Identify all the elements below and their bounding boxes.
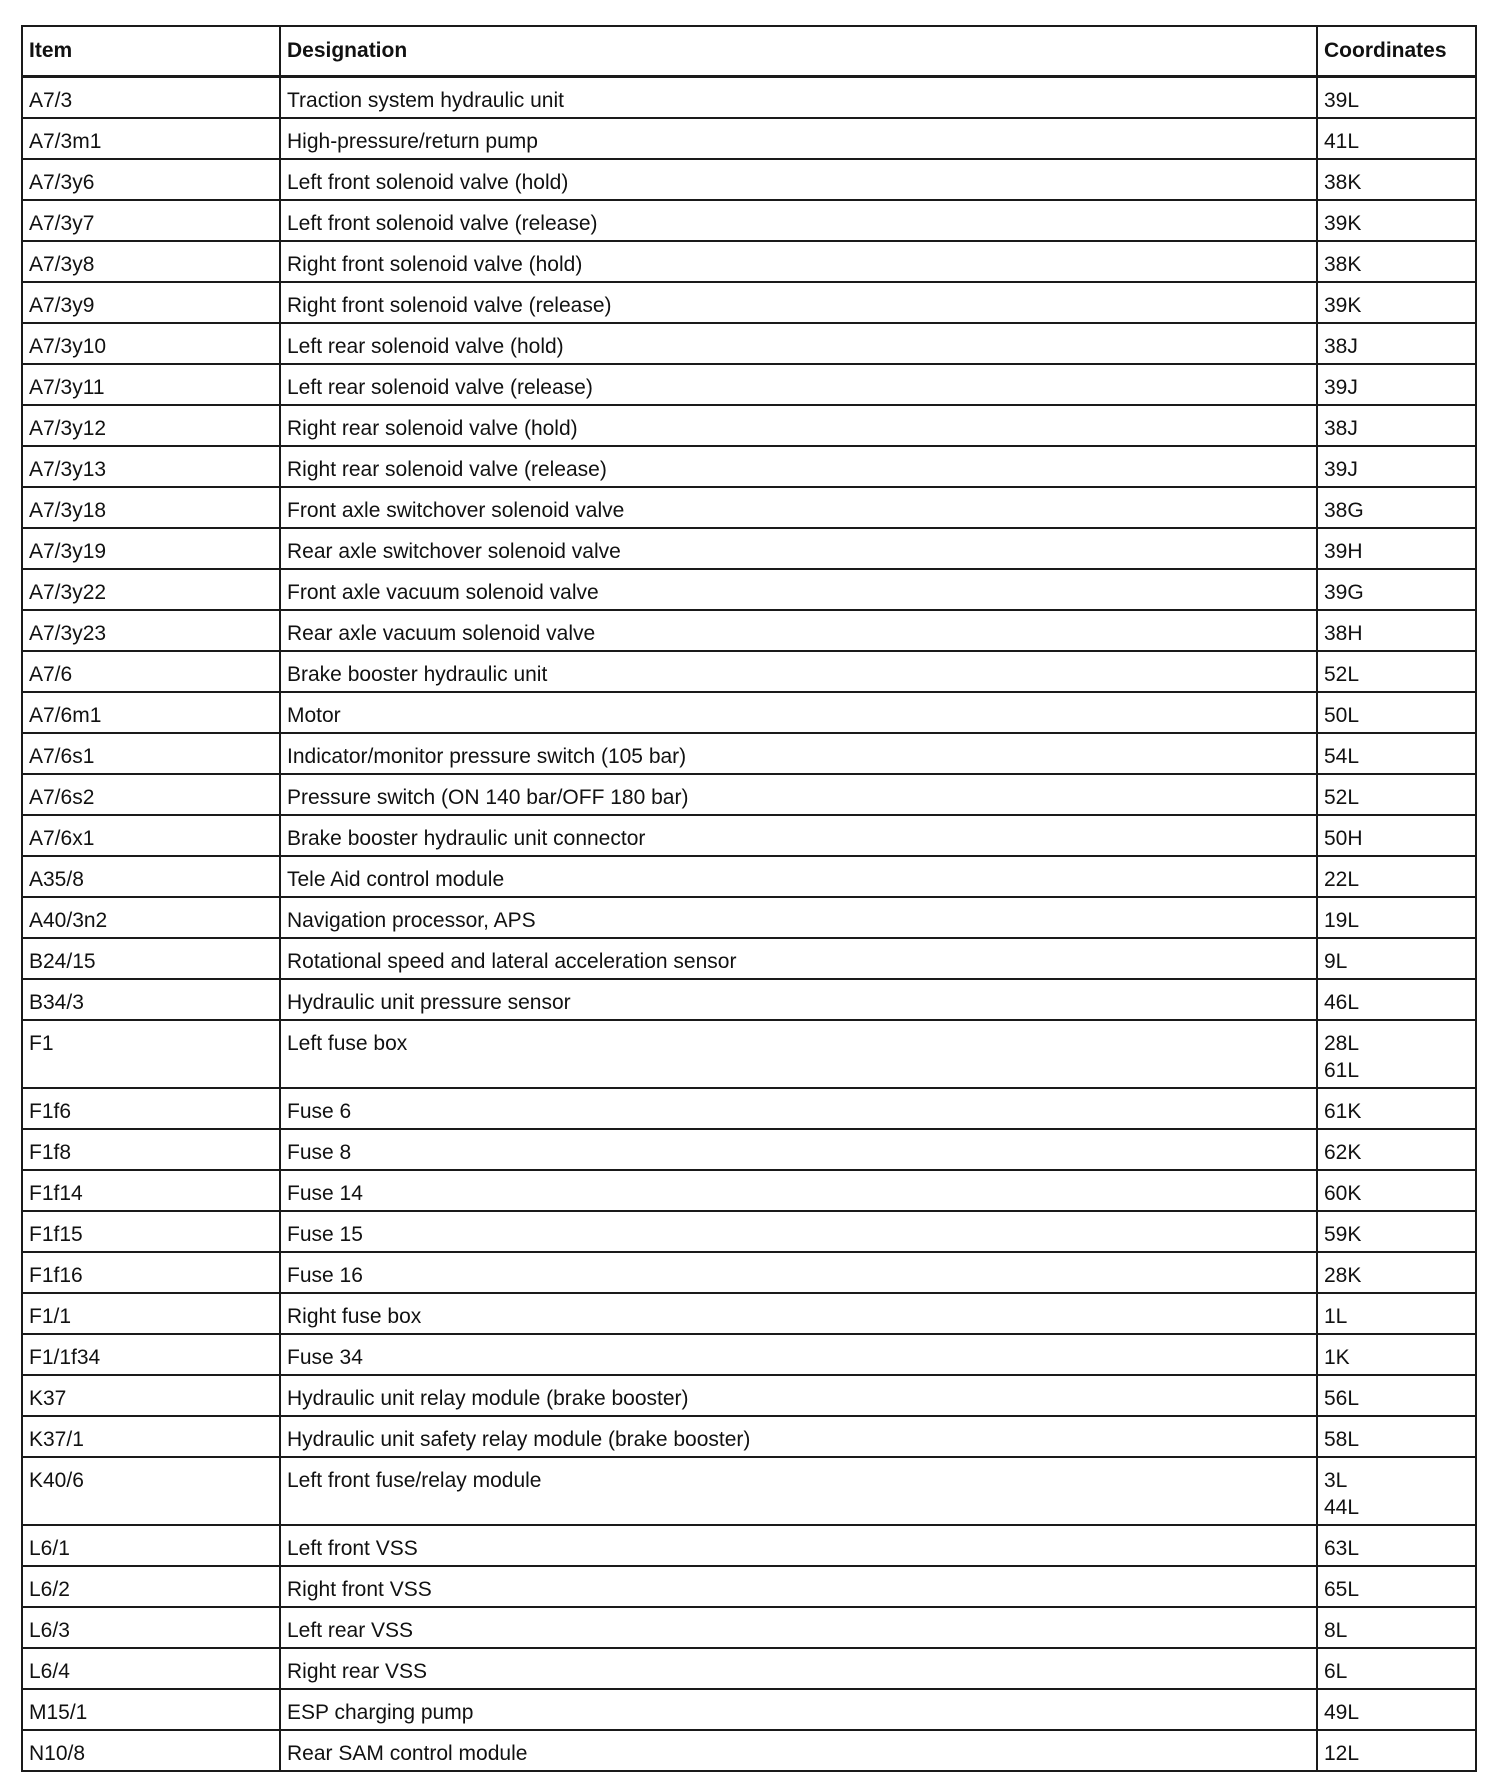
cell-coordinates <box>1317 1607 1476 1648</box>
cell-designation: Right front solenoid valve (hold) <box>280 241 1317 282</box>
coordinate-value: 50H <box>1324 827 1363 850</box>
cell-designation: Left rear solenoid valve (hold) <box>280 323 1317 364</box>
cell-designation: ESP charging pump <box>280 1689 1317 1730</box>
cell-designation: Brake booster hydraulic unit <box>280 651 1317 692</box>
coordinate-value: 52L <box>1324 663 1360 686</box>
cell-designation: Fuse 16 <box>280 1252 1317 1293</box>
cell-designation: Left front solenoid valve (release) <box>280 200 1317 241</box>
table-row <box>22 1170 1476 1211</box>
cell-coordinates <box>1317 938 1476 979</box>
table-row <box>22 1129 1476 1170</box>
table-row <box>22 1293 1476 1334</box>
cell-item: F1f6 <box>22 1088 280 1129</box>
cell-coordinates <box>1317 1457 1476 1525</box>
cell-coordinates <box>1317 856 1476 897</box>
table-row <box>22 487 1476 528</box>
cell-designation: Fuse 34 <box>280 1334 1317 1375</box>
cell-coordinates <box>1317 897 1476 938</box>
cell-coordinates <box>1317 323 1476 364</box>
cell-designation: Right front VSS <box>280 1566 1317 1607</box>
coordinate-value: 50L <box>1324 704 1360 727</box>
cell-designation: Hydraulic unit pressure sensor <box>280 979 1317 1020</box>
cell-item: F1 <box>22 1020 280 1088</box>
cell-item: F1f14 <box>22 1170 280 1211</box>
cell-item: L6/4 <box>22 1648 280 1689</box>
cell-designation: Pressure switch (ON 140 bar/OFF 180 bar) <box>280 774 1317 815</box>
cell-coordinates <box>1317 1334 1476 1375</box>
cell-designation: Front axle switchover solenoid valve <box>280 487 1317 528</box>
cell-designation: Right front solenoid valve (release) <box>280 282 1317 323</box>
header-row <box>22 26 1476 77</box>
cell-coordinates <box>1317 1375 1476 1416</box>
cell-designation: Front axle vacuum solenoid valve <box>280 569 1317 610</box>
coordinate-value: 39H <box>1324 540 1363 563</box>
coordinate-value: 41L <box>1324 130 1360 153</box>
table-row <box>22 159 1476 200</box>
cell-coordinates <box>1317 405 1476 446</box>
table-row <box>22 856 1476 897</box>
cell-item: A7/3 <box>22 77 280 119</box>
table-row <box>22 241 1476 282</box>
cell-coordinates <box>1317 610 1476 651</box>
cell-item: A7/6m1 <box>22 692 280 733</box>
table-row <box>22 1730 1476 1771</box>
coordinate-value: 54L <box>1324 745 1360 768</box>
table-row <box>22 1020 1476 1088</box>
coordinate-value: 38G <box>1324 499 1364 522</box>
cell-coordinates <box>1317 446 1476 487</box>
coordinate-value: 38K <box>1324 253 1362 276</box>
cell-coordinates <box>1317 241 1476 282</box>
cell-item: A7/3y7 <box>22 200 280 241</box>
cell-designation: Left front fuse/relay module <box>280 1457 1317 1525</box>
coordinate-value: 49L <box>1324 1701 1360 1724</box>
cell-item: F1f16 <box>22 1252 280 1293</box>
header-item: Item <box>22 26 280 77</box>
coordinate-value: 28L <box>1324 1032 1360 1055</box>
table-row <box>22 1566 1476 1607</box>
coordinate-value: 39J <box>1324 458 1358 481</box>
cell-coordinates <box>1317 77 1476 119</box>
cell-coordinates <box>1317 159 1476 200</box>
table-row <box>22 1607 1476 1648</box>
table-row <box>22 118 1476 159</box>
header-designation: Designation <box>280 26 1317 77</box>
table-row <box>22 323 1476 364</box>
cell-coordinates <box>1317 733 1476 774</box>
coordinate-value: 39K <box>1324 212 1362 235</box>
cell-coordinates <box>1317 979 1476 1020</box>
table-row <box>22 1457 1476 1525</box>
coordinate-value: 19L <box>1324 909 1360 932</box>
coordinate-value: 38K <box>1324 171 1362 194</box>
coordinate-value: 39J <box>1324 376 1358 399</box>
cell-coordinates <box>1317 118 1476 159</box>
cell-designation: Rear axle vacuum solenoid valve <box>280 610 1317 651</box>
cell-designation: Brake booster hydraulic unit connector <box>280 815 1317 856</box>
cell-item: A7/3y18 <box>22 487 280 528</box>
table-row <box>22 1211 1476 1252</box>
cell-item: L6/3 <box>22 1607 280 1648</box>
cell-coordinates <box>1317 1730 1476 1771</box>
table-row <box>22 200 1476 241</box>
cell-item: A7/3y8 <box>22 241 280 282</box>
cell-item: A7/6x1 <box>22 815 280 856</box>
cell-item: M15/1 <box>22 1689 280 1730</box>
coordinate-value: 46L <box>1324 991 1360 1014</box>
cell-item: K37 <box>22 1375 280 1416</box>
coordinate-value: 12L <box>1324 1742 1360 1765</box>
coordinate-value: 56L <box>1324 1387 1360 1410</box>
table-row <box>22 692 1476 733</box>
table <box>21 25 1477 1772</box>
cell-item: L6/2 <box>22 1566 280 1607</box>
cell-item: A35/8 <box>22 856 280 897</box>
cell-designation: Hydraulic unit safety relay module (brake booster) <box>280 1416 1317 1457</box>
table-row <box>22 774 1476 815</box>
table-row <box>22 1416 1476 1457</box>
coordinate-value: 6L <box>1324 1660 1348 1683</box>
cell-designation: Right rear solenoid valve (hold) <box>280 405 1317 446</box>
cell-item: A7/6s1 <box>22 733 280 774</box>
cell-item: A7/3y23 <box>22 610 280 651</box>
table-row <box>22 1375 1476 1416</box>
cell-coordinates <box>1317 282 1476 323</box>
coordinate-value: 62K <box>1324 1141 1362 1164</box>
cell-designation: Indicator/monitor pressure switch (105 bar) <box>280 733 1317 774</box>
table-row <box>22 610 1476 651</box>
coordinate-value: 61L <box>1324 1059 1360 1082</box>
cell-designation: Hydraulic unit relay module (brake booster) <box>280 1375 1317 1416</box>
cell-coordinates <box>1317 1689 1476 1730</box>
cell-designation: Rear SAM control module <box>280 1730 1317 1771</box>
coordinate-value: 8L <box>1324 1619 1348 1642</box>
cell-coordinates <box>1317 1293 1476 1334</box>
cell-designation: Fuse 15 <box>280 1211 1317 1252</box>
table-row <box>22 1525 1476 1566</box>
cell-coordinates <box>1317 651 1476 692</box>
cell-item: A7/3m1 <box>22 118 280 159</box>
table-row <box>22 446 1476 487</box>
table-row <box>22 282 1476 323</box>
cell-designation: Right fuse box <box>280 1293 1317 1334</box>
coordinate-value: 3L <box>1324 1469 1348 1492</box>
cell-coordinates <box>1317 815 1476 856</box>
coordinate-value: 63L <box>1324 1537 1360 1560</box>
cell-coordinates <box>1317 1416 1476 1457</box>
cell-item: A7/3y22 <box>22 569 280 610</box>
cell-designation: Right rear solenoid valve (release) <box>280 446 1317 487</box>
cell-item: K37/1 <box>22 1416 280 1457</box>
coordinate-value: 9L <box>1324 950 1348 973</box>
coordinate-value: 59K <box>1324 1223 1362 1246</box>
cell-item: A7/6s2 <box>22 774 280 815</box>
cell-designation: Left rear solenoid valve (release) <box>280 364 1317 405</box>
cell-coordinates <box>1317 569 1476 610</box>
coordinate-value: 39G <box>1324 581 1364 604</box>
cell-item: A7/3y12 <box>22 405 280 446</box>
cell-coordinates <box>1317 1252 1476 1293</box>
coordinate-value: 58L <box>1324 1428 1360 1451</box>
coordinate-value: 1K <box>1324 1346 1350 1369</box>
cell-coordinates <box>1317 774 1476 815</box>
cell-item: A7/3y19 <box>22 528 280 569</box>
cell-item: B34/3 <box>22 979 280 1020</box>
table-row <box>22 569 1476 610</box>
cell-designation: Motor <box>280 692 1317 733</box>
cell-designation: Fuse 8 <box>280 1129 1317 1170</box>
cell-coordinates <box>1317 1525 1476 1566</box>
coordinate-value: 44L <box>1324 1496 1360 1519</box>
coordinate-value: 38J <box>1324 417 1358 440</box>
table-row <box>22 815 1476 856</box>
cell-designation: Tele Aid control module <box>280 856 1317 897</box>
coordinate-value: 65L <box>1324 1578 1360 1601</box>
cell-coordinates <box>1317 1170 1476 1211</box>
coordinate-value: 39L <box>1324 89 1360 112</box>
table-row <box>22 897 1476 938</box>
cell-designation: Fuse 14 <box>280 1170 1317 1211</box>
cell-item: L6/1 <box>22 1525 280 1566</box>
cell-designation: Traction system hydraulic unit <box>280 77 1317 119</box>
cell-coordinates <box>1317 364 1476 405</box>
cell-item: F1f15 <box>22 1211 280 1252</box>
component-location-table <box>21 25 1475 1772</box>
table-row <box>22 1088 1476 1129</box>
cell-coordinates <box>1317 528 1476 569</box>
table-row <box>22 979 1476 1020</box>
coordinate-value: 39K <box>1324 294 1362 317</box>
coordinate-value: 61K <box>1324 1100 1362 1123</box>
coordinate-value: 38J <box>1324 335 1358 358</box>
table-row <box>22 1689 1476 1730</box>
cell-item: A40/3n2 <box>22 897 280 938</box>
cell-designation: Navigation processor, APS <box>280 897 1317 938</box>
cell-item: F1f8 <box>22 1129 280 1170</box>
coordinate-value: 1L <box>1324 1305 1348 1328</box>
table-row <box>22 77 1476 119</box>
cell-coordinates <box>1317 1020 1476 1088</box>
cell-item: B24/15 <box>22 938 280 979</box>
cell-designation: Right rear VSS <box>280 1648 1317 1689</box>
table-row <box>22 651 1476 692</box>
cell-designation: Fuse 6 <box>280 1088 1317 1129</box>
cell-item: F1/1f34 <box>22 1334 280 1375</box>
table-row <box>22 528 1476 569</box>
table-row <box>22 733 1476 774</box>
cell-coordinates <box>1317 1129 1476 1170</box>
cell-coordinates <box>1317 1566 1476 1607</box>
cell-designation: High-pressure/return pump <box>280 118 1317 159</box>
table-row <box>22 1252 1476 1293</box>
coordinate-value: 52L <box>1324 786 1360 809</box>
cell-item: K40/6 <box>22 1457 280 1525</box>
cell-coordinates <box>1317 1211 1476 1252</box>
table-row <box>22 364 1476 405</box>
cell-item: A7/3y13 <box>22 446 280 487</box>
cell-item: A7/3y10 <box>22 323 280 364</box>
cell-item: A7/6 <box>22 651 280 692</box>
cell-item: A7/3y6 <box>22 159 280 200</box>
table-row <box>22 938 1476 979</box>
cell-designation: Left rear VSS <box>280 1607 1317 1648</box>
table-body <box>22 77 1476 1772</box>
cell-coordinates <box>1317 692 1476 733</box>
cell-designation: Left fuse box <box>280 1020 1317 1088</box>
cell-designation: Rear axle switchover solenoid valve <box>280 528 1317 569</box>
header-coordinates: Coordinates <box>1317 26 1476 77</box>
cell-item: N10/8 <box>22 1730 280 1771</box>
cell-item: A7/3y11 <box>22 364 280 405</box>
cell-coordinates <box>1317 1088 1476 1129</box>
table-row <box>22 1334 1476 1375</box>
cell-designation: Rotational speed and lateral acceleration sensor <box>280 938 1317 979</box>
cell-designation: Left front VSS <box>280 1525 1317 1566</box>
cell-designation: Left front solenoid valve (hold) <box>280 159 1317 200</box>
table-row <box>22 1648 1476 1689</box>
cell-coordinates <box>1317 200 1476 241</box>
cell-item: F1/1 <box>22 1293 280 1334</box>
table-row <box>22 405 1476 446</box>
coordinate-value: 60K <box>1324 1182 1362 1205</box>
coordinate-value: 38H <box>1324 622 1363 645</box>
coordinate-value: 28K <box>1324 1264 1362 1287</box>
cell-coordinates <box>1317 1648 1476 1689</box>
cell-item: A7/3y9 <box>22 282 280 323</box>
cell-coordinates <box>1317 487 1476 528</box>
coordinate-value: 22L <box>1324 868 1360 891</box>
